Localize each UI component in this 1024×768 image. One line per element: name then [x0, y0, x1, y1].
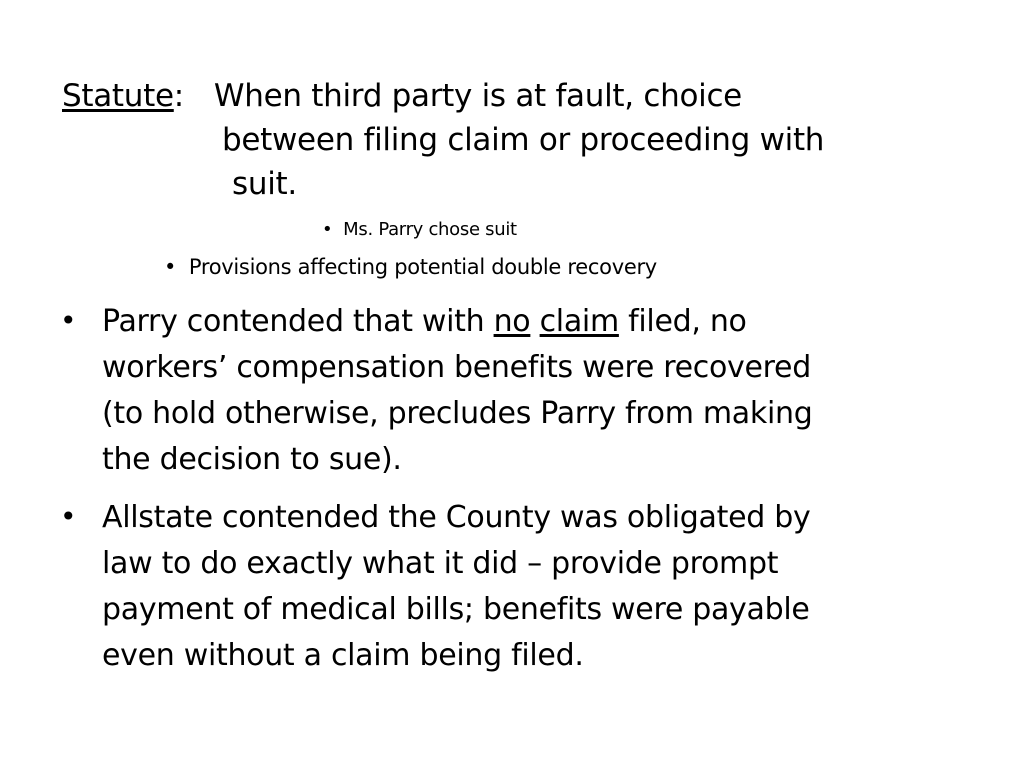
sub-bullet-1 — [322, 219, 517, 240]
bullet-icon: • — [322, 219, 333, 240]
bullet-2-line-2: law to do exactly what it did – provide prompt — [102, 546, 779, 581]
bullet-1-space — [530, 304, 539, 339]
statute-text-1: When third party is at fault, choice — [213, 78, 742, 114]
bullet-icon: • — [60, 304, 77, 337]
bullet-2-line-1: Allstate contended the County was obligated by — [102, 500, 811, 535]
statute-label: Statute — [62, 78, 174, 114]
bullet-1-line-4: the decision to sue). — [102, 442, 402, 477]
bullet-icon: • — [60, 500, 77, 533]
statute-colon: : — [173, 78, 184, 114]
statute-line-1 — [62, 78, 742, 114]
bullet-1-text-post: filed, no — [618, 304, 747, 339]
bullet-2-line-3: payment of medical bills; benefits were payable — [102, 592, 810, 627]
bullet-1-text-pre: Parry contended that with — [102, 304, 494, 339]
statute-line-3: suit. — [232, 166, 297, 202]
bullet-1-line-2: workers’ compensation benefits were recovered — [102, 350, 811, 385]
bullet-2-line-4: even without a claim being filed. — [102, 638, 584, 673]
sub-bullet-1-text: Ms. Parry chose suit — [343, 219, 517, 240]
bullet-1-no: no — [493, 304, 531, 339]
bullet-1-claim: claim — [539, 304, 619, 339]
statute-line-2: between filing claim or proceeding with — [222, 122, 825, 158]
bullet-1-line-3: (to hold otherwise, precludes Parry from making — [102, 396, 813, 431]
sub-bullet-2-text: Provisions affecting potential double recovery — [188, 255, 657, 279]
sub-bullet-2 — [164, 255, 657, 279]
bullet-icon: • — [164, 255, 177, 279]
bullet-1-line-1 — [102, 304, 747, 339]
